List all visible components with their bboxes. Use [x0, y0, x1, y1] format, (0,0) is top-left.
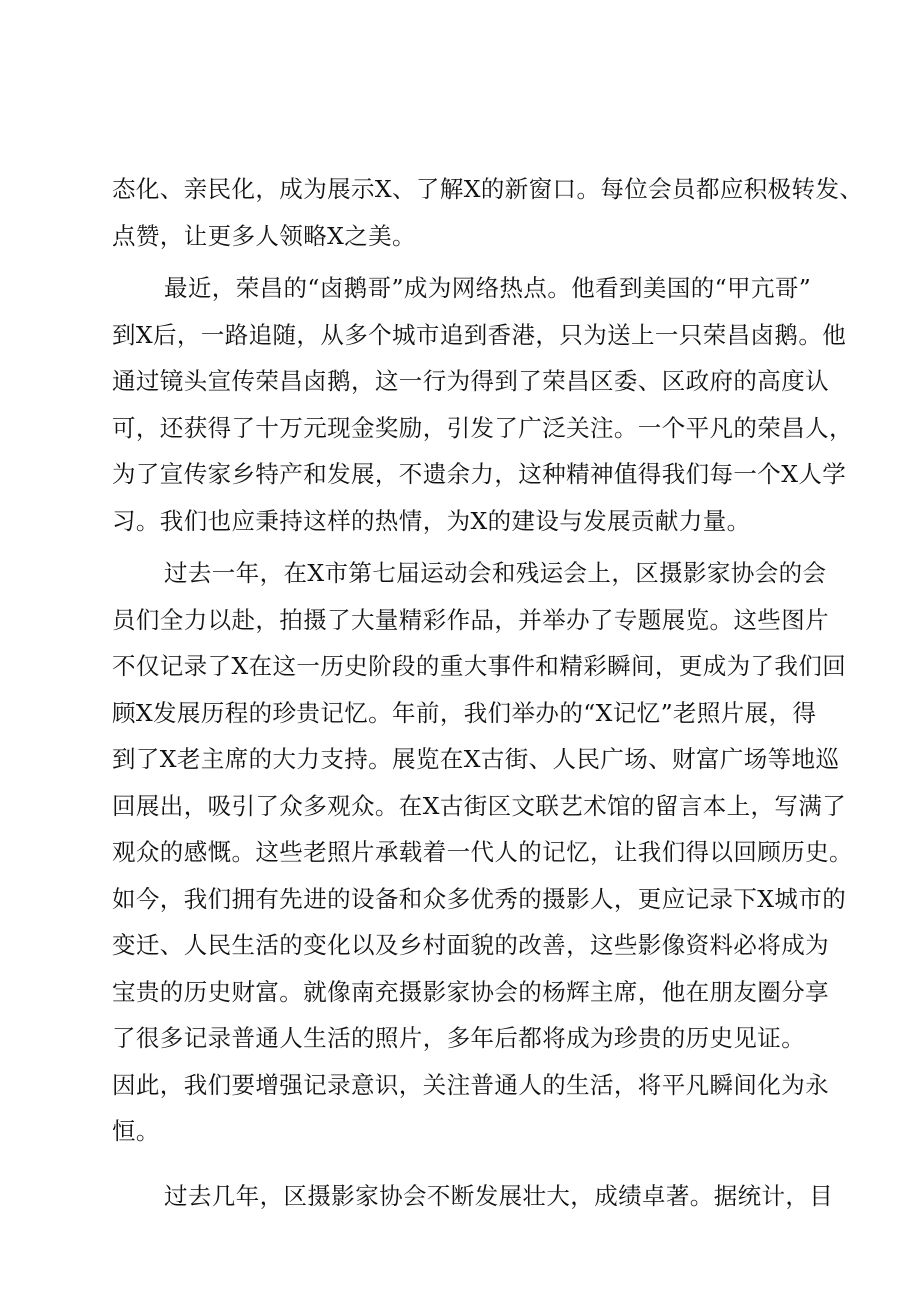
text-line: 到X后，一路追随，从多个城市追到香港，只为送上一只荣昌卤鹅。他 [112, 320, 847, 349]
text-line: 了很多记录普通人生活的照片，多年后都将成为珍贵的历史见证。 [112, 1024, 806, 1052]
text-line: 为了宣传家乡特产和发展，不遗余力，这种精神值得我们每一个X人学 [112, 460, 847, 488]
text-line: 通过镜头宣传荣昌卤鹅，这一行为得到了荣昌区委、区政府的高度认 [112, 367, 829, 395]
text-line: 观众的感慨。这些老照片承载着一代人的记忆，让我们得以回顾历史。 [112, 838, 853, 866]
text-line: 到了X老主席的大力支持。展览在X古街、人民广场、财富广场等地巡 [112, 745, 840, 773]
text-line: 顾X发展历程的珍贵记忆。年前，我们举办的“X记忆”老照片展，得 [112, 698, 817, 727]
text-line: 变迁、人民生活的变化以及乡村面貌的改善，这些影像资料必将成为 [112, 931, 829, 959]
text-line: 点赞，让更多人领略X之美。 [112, 221, 416, 250]
text-line: 态化、亲民化，成为展示X、了解X的新窗口。每位会员都应积极转发、 [112, 175, 864, 203]
text-line: 恒。 [112, 1117, 160, 1145]
paragraph-start-line: 最近，荣昌的“卤鹅哥”成为网络热点。他看到美国的“甲亢哥” [164, 274, 812, 302]
paragraph-start-line: 过去几年，区摄影家协会不断发展壮大，成绩卓著。据统计，目 [164, 1181, 834, 1210]
text-line: 回展出，吸引了众多观众。在X古街区文联艺术馆的留言本上，写满了 [112, 791, 847, 820]
text-line: 可，还获得了十万元现金奖励，引发了广泛关注。一个平凡的荣昌人， [112, 413, 853, 442]
document-body [112, 166, 864, 1219]
paragraph-start-line: 过去一年，在X市第七届运动会和残运会上，区摄影家协会的会 [164, 559, 827, 587]
text-line: 员们全力以赴，拍摄了大量精彩作品，并举办了专题展览。这些图片 [112, 605, 829, 634]
text-line: 习。我们也应秉持这样的热情，为X的建设与发展贡献力量。 [112, 506, 751, 535]
text-line: 如今，我们拥有先进的设备和众多优秀的摄影人，更应记录下X城市的 [112, 884, 847, 913]
text-line: 宝贵的历史财富。就像南充摄影家协会的杨辉主席，他在朋友圈分享 [112, 977, 829, 1006]
text-line: 因此，我们要增强记录意识，关注普通人的生活，将平凡瞬间化为永 [112, 1070, 829, 1099]
text-line: 不仅记录了X在这一历史阶段的重大事件和精彩瞬间，更成为了我们回 [112, 652, 847, 680]
